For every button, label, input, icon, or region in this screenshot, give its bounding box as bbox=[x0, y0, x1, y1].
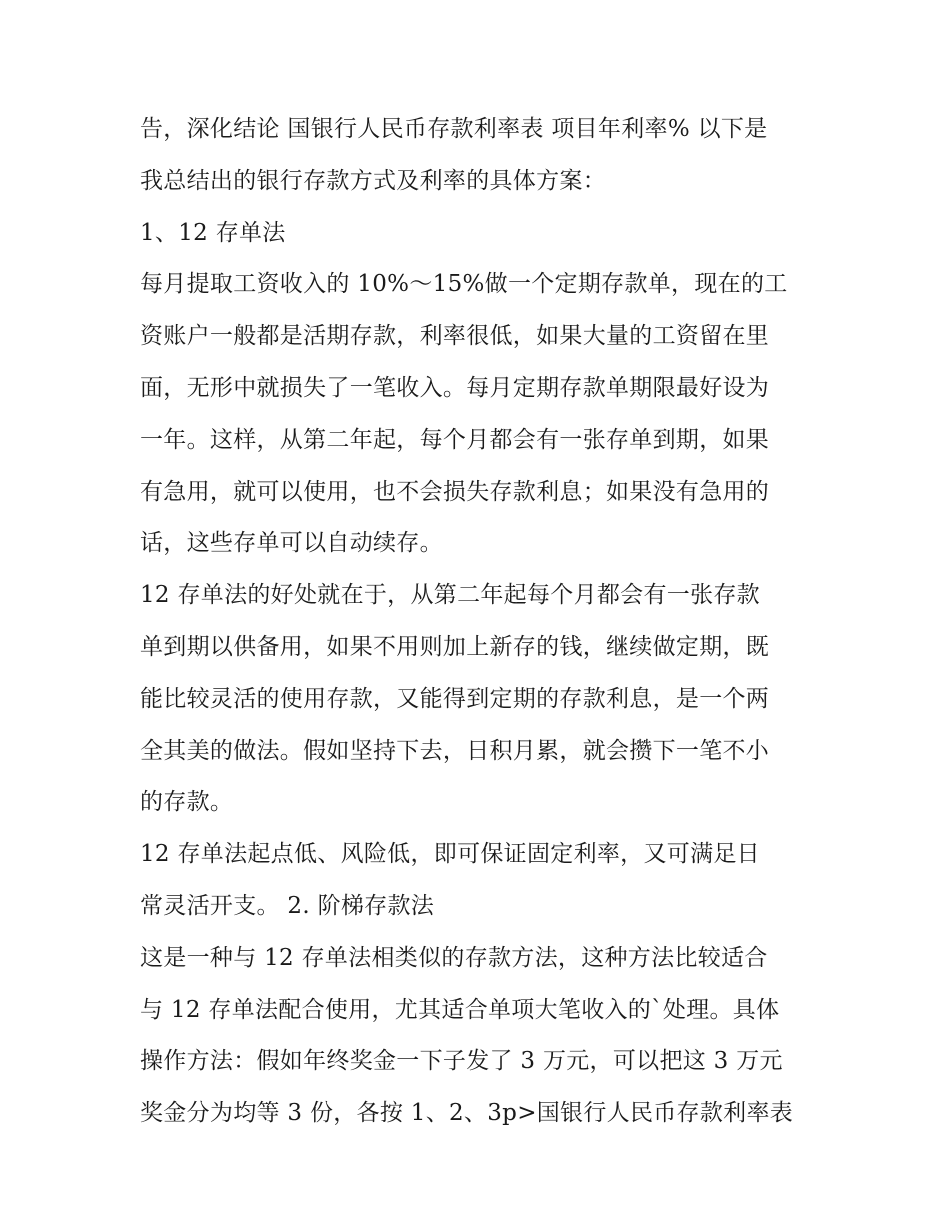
text-line: 面，无形中就损失了一笔收入。每月定期存款单期限最好设为 bbox=[140, 374, 770, 401]
section-heading: 1、12 存单法 bbox=[140, 219, 286, 246]
text-line: 12 存单法起点低、风险低，即可保证固定利率，又可满足日 bbox=[140, 841, 760, 868]
text-line: 每月提取工资收入的 10%～15%做一个定期存款单，现在的工 bbox=[140, 271, 788, 298]
text-line: 有急用，就可以使用，也不会损失存款利息；如果没有急用的 bbox=[140, 478, 770, 505]
text-line: 话，这些存单可以自动续存。 bbox=[140, 530, 443, 557]
text-line: 的存款。 bbox=[140, 789, 234, 816]
text-line: 与 12 存单法配合使用，尤其适合单项大笔收入的`处理。具体 bbox=[140, 996, 780, 1023]
text-line: 奖金分为均等 3 份，各按 1、2、3p>国银行人民币存款利率表 bbox=[140, 1100, 794, 1127]
text-line: 12 存单法的好处就在于，从第二年起每个月都会有一张存款 bbox=[140, 582, 760, 609]
text-line: 能比较灵活的使用存款，又能得到定期的存款利息，是一个两 bbox=[140, 685, 770, 712]
text-line: 操作方法：假如年终奖金一下子发了 3 万元，可以把这 3 万元 bbox=[140, 1048, 783, 1075]
text-line: 这是一种与 12 存单法相类似的存款方法，这种方法比较适合 bbox=[140, 944, 768, 971]
text-line: 告，深化结论 国银行人民币存款利率表 项目年利率% 以下是 bbox=[140, 116, 768, 142]
text-line: 常灵活开支。 2. 阶梯存款法 bbox=[140, 892, 435, 919]
text-line: 全其美的做法。假如坚持下去，日积月累，就会攒下一笔不小 bbox=[140, 737, 770, 764]
text-line: 资账户一般都是活期存款，利率很低，如果大量的工资留在里 bbox=[140, 323, 770, 350]
text-line: 一年。这样，从第二年起，每个月都会有一张存单到期，如果 bbox=[140, 426, 770, 453]
text-line: 我总结出的银行存款方式及利率的具体方案： bbox=[140, 167, 606, 194]
document-body bbox=[140, 104, 820, 1140]
text-line: 单到期以供备用，如果不用则加上新存的钱，继续做定期，既 bbox=[140, 633, 770, 660]
